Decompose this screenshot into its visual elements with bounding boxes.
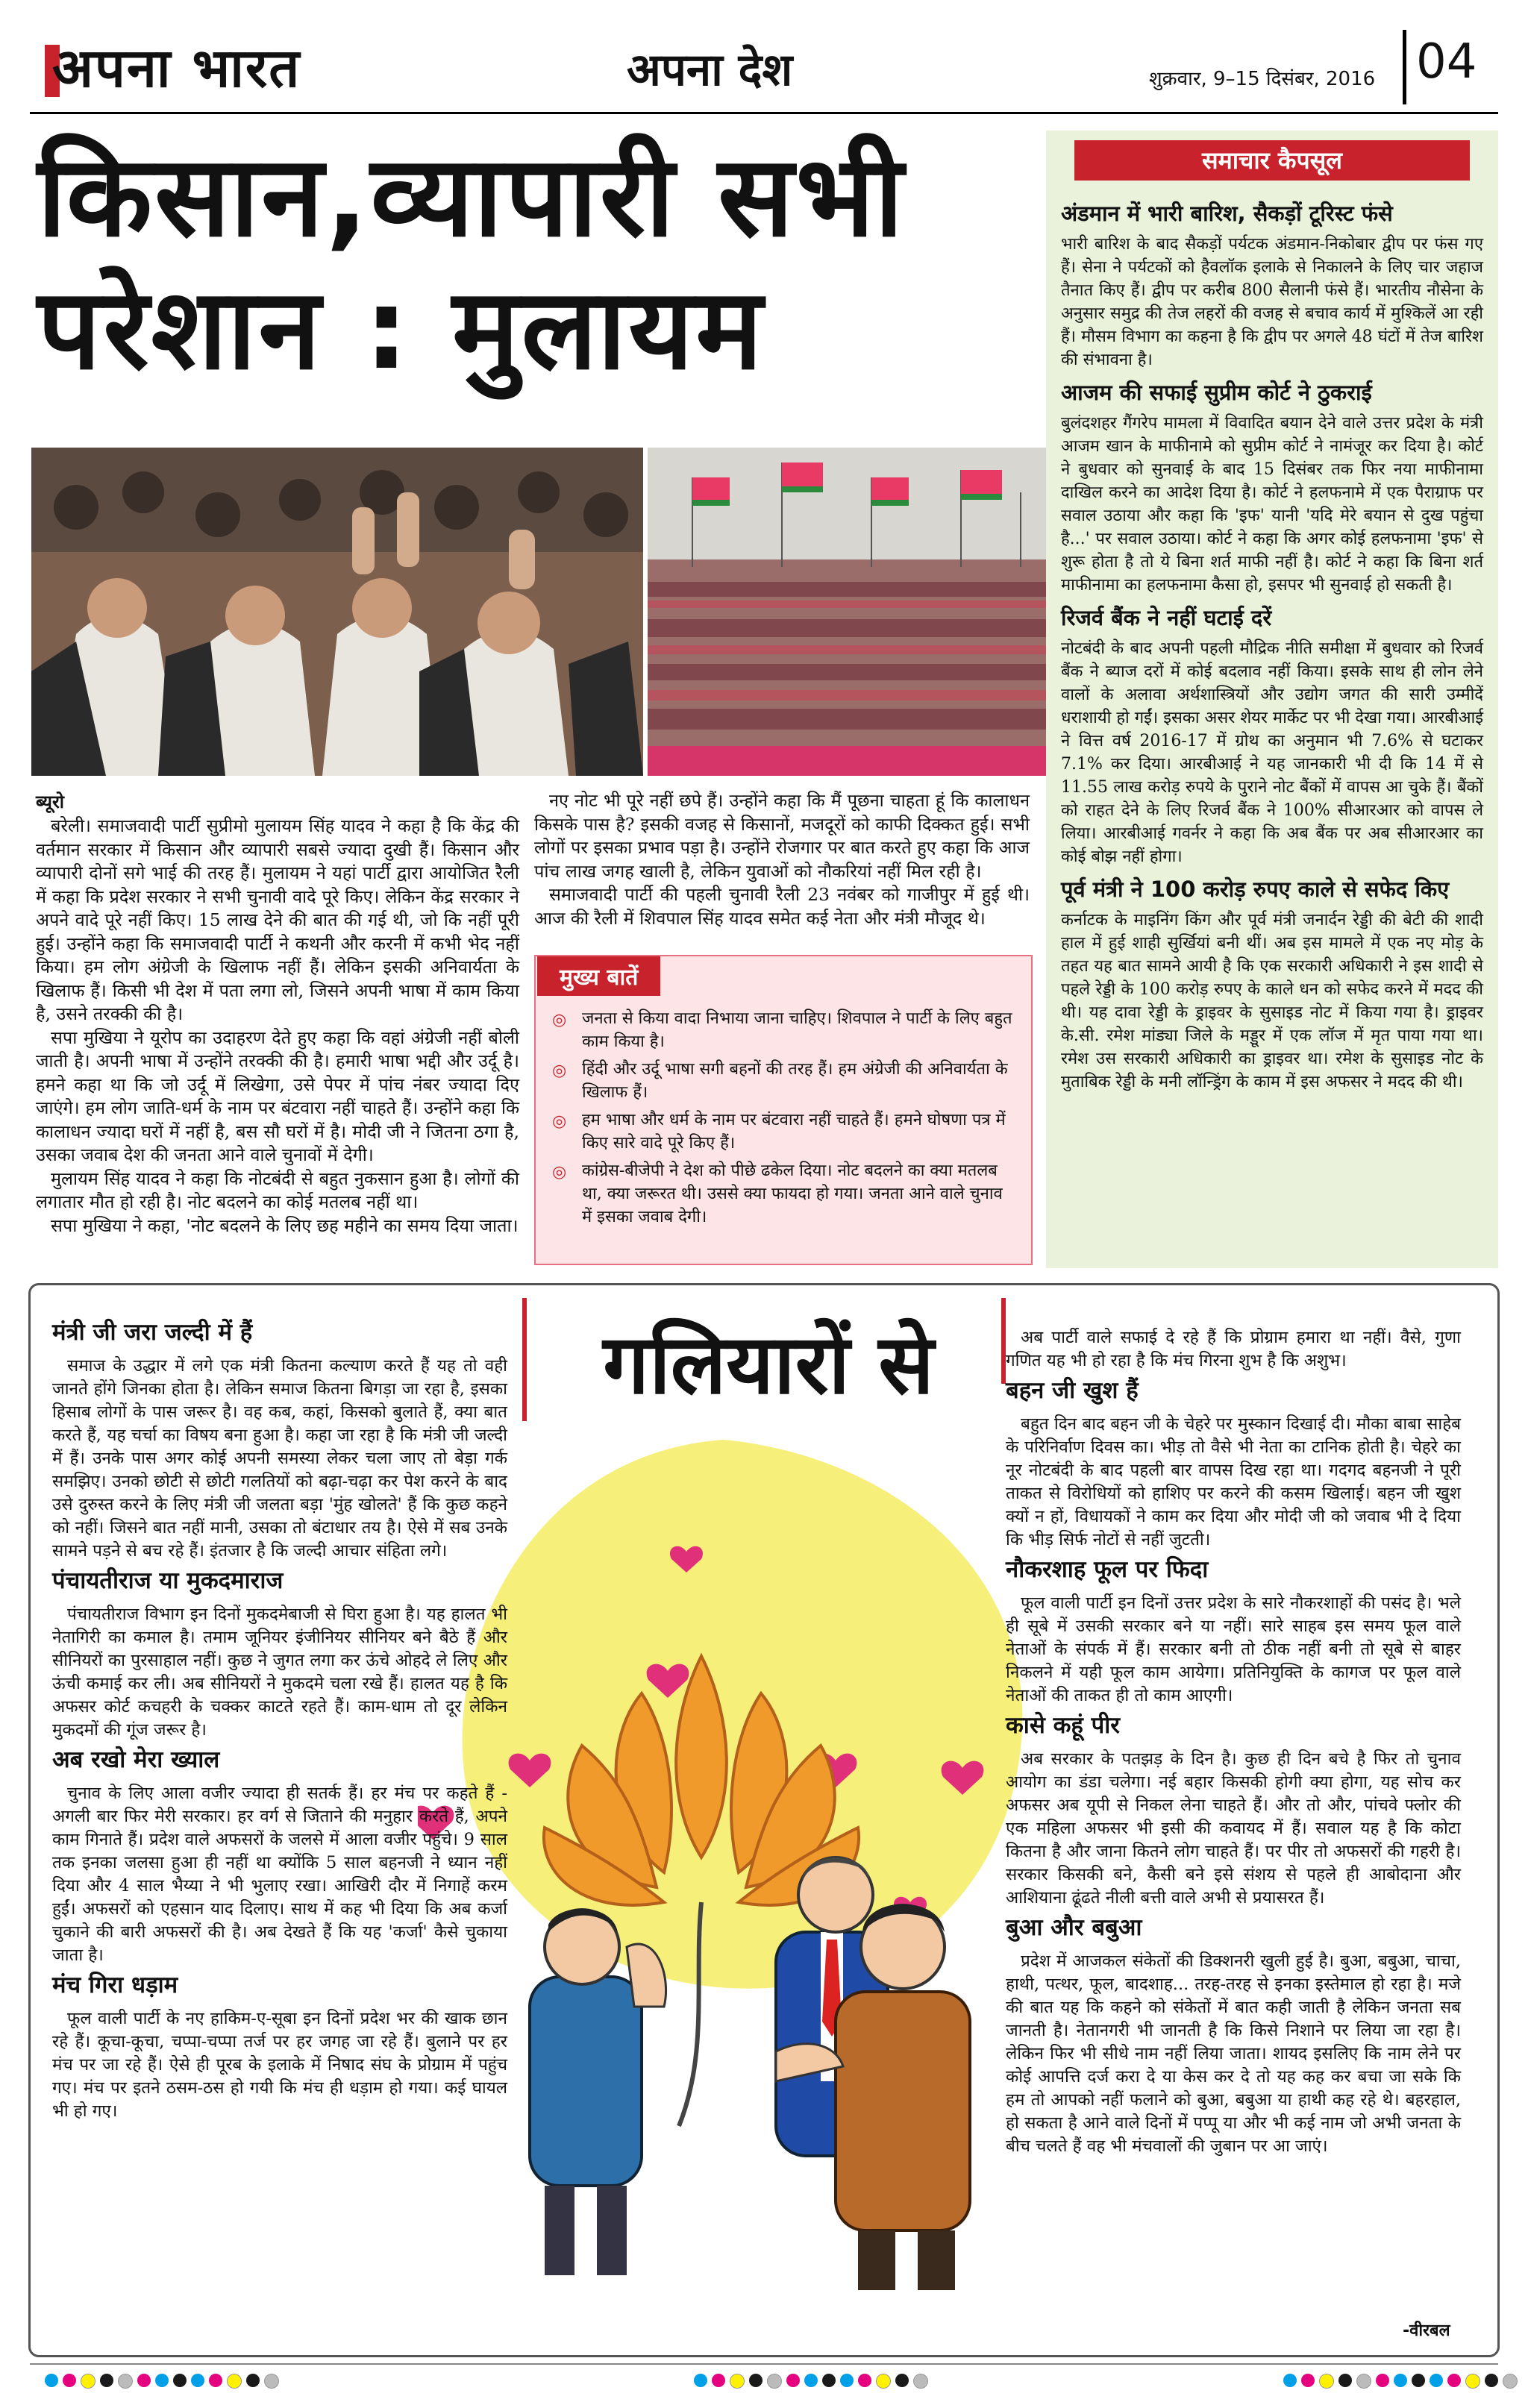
gossip-headline: बहन जी खुश हैं [1006, 1377, 1139, 1404]
galiyaron-title: गलियारों से [603, 1317, 934, 1412]
key-points-title: मुख्य बातें [537, 956, 660, 996]
lead-paragraph: सपा मुखिया ने कहा, 'नोट बदलने के लिए छह महीने का समय दिया जाता। [51, 1214, 519, 1236]
gossip-body: अब सरकार के पतझड़ के दिन है। कुछ ही दिन बचे है फिर तो चुनाव आयोग का डंडा चलेगा। नई बहार किसकी होगी क्या होगा, यह सोच कर अफसर अब यूपी से निकल लेना चाहते हैं। और तो और, पांचवे फ्लोर की एक महिला अफसर भी इसी की कवायद में हैं। सवाल यह है कि कोटा कितना है और जाना कितने लोग चाहते हैं। पर पीर तो अफसरों की गहरी है। सरकार किसकी बने, कैसी बने इसे संशय से पहले ही आबोदाना और आशियाना ढूंढते नीली बत्ती वाले अभी से प्रयासरत हैं। [1006, 1749, 1461, 1907]
registration-dot [1319, 2374, 1334, 2389]
gossip-body: अब पार्टी वाले सफाई दे रहे हैं कि प्रोग्राम हमारा था नहीं। वैसे, गुणा गणित यह भी हो रहा है कि मंच गिरना शुभ है कि अशुभ। [1006, 1328, 1461, 1370]
registration-dot [895, 2374, 909, 2387]
gossip-headline: मंच गिरा धड़ाम [52, 1972, 178, 1998]
rally-crowd-photo [648, 448, 1050, 776]
lead-paragraph: बरेली। समाजवादी पार्टी सुप्रीमो मुलायम सिंह यादव ने कहा है कि केंद्र की वर्तमान सरकार में किसान और व्यापारी सबसे ज्यादा दुखी हैं। किसान और व्यापारी दोनों सगे भाई की तरह हैं। मुलायम ने यहां पार्टी द्वारा आयोजित रैली में कहा कि प्रदेश सरकार ने सभी चुनावी वादे पूरे किए। लेकिन केंद्र सरकार ने अपने वादे पूरे नहीं किए। 15 लाख देने की बात की गई थी, जो कि नहीं पूरी हुई। उन्होंने कहा कि समाजवादी पार्टी ने कथनी और करनी में कभी भेद नहीं किया। हम लोग अंग्रेजी के खिलाफ नहीं हैं। लेकिन इसकी अनिवार्यता के खिलाफ हैं। किसी भी देश में पता लगा लो, जिसने अपनी भाषा में काम किया है, उसने तरक्की की है। [36, 815, 519, 1024]
registration-dot [155, 2374, 169, 2387]
registration-dots-right [1283, 2374, 1518, 2389]
title-accent-left [522, 1298, 527, 1421]
registration-dot [876, 2374, 891, 2389]
lead-paragraph: नए नोट भी पूरे नहीं छपे हैं। उन्होंने कहा कि मैं पूछना चाहता हूं कि कालाधन किसके पास है? इसकी वजह से किसानों, मजदूरों को काफी दिक्कत हुई। सभी लोगों पर इसका प्रभाव पड़ा है। उन्होंने रोजगार पर बात करते हुए कहा कि आज पांच लाख जगह खाली है, लेकिन युवाओं को नौकरियां नहीं मिल रही है। [534, 790, 1030, 882]
issue-date: शुक्रवार, 9–15 दिसंबर, 2016 [1149, 68, 1376, 90]
bullet-icon: ◎ [552, 1163, 567, 1182]
registration-dot [712, 2374, 725, 2387]
registration-dot [1394, 2374, 1407, 2387]
capsule-body: नोटबंदी के बाद अपनी पहली मौद्रिक नीति समीक्षा में बुधवार को रिजर्व बैंक ने ब्याज दरों में कोई बदलाव नहीं किया। इसके साथ ही लोन लेने वालों के अलावा अर्थशास्त्रियों और उद्योग जगत की सारी उम्मीदें धराशायी हो गईं। इसका असर शेयर मार्केट पर भी देखा गया। आरबीआई ने वित्त वर्ष 2016-17 में ग्रोथ का अनुमान भी 7.6% से घटाकर 7.1% कर दिया। आरबीआई ने यह जानकारी भी दी कि 14 में से 11.55 लाख करोड़ रुपये के पुराने नोट बैंकों में वापस आ चुके हैं। बैंकों को राहत देने के लिए रिजर्व बैंक ने 100% सीआरआर को वापस ले लिया। आरबीआई गवर्नर ने कहा कि अब बैंक पर अब सीआरआर का कोई बोझ नहीं होगा। [1061, 639, 1483, 866]
article-byline: ब्यूरो [36, 791, 64, 812]
registration-dot [63, 2374, 76, 2387]
galiyaron-right-column [1006, 1326, 1461, 2158]
gossip-body: चुनाव के लिए आला वजीर ज्यादा ही सतर्क हैं। हर मंच पर कहते हैं - अगली बार फिर मेरी सरकार। हर वर्ग से जिताने की मनुहार करते हैं, अपने काम गिनाते हैं। प्रदेश वाले अफसरों के जलसे में आला वजीर पहुंचे। 9 साल तक इनका जलसा हुआ ही नहीं था क्योंकि 5 साल बहनजी ने ध्यान नहीं दिया और 4 साल भैय्या ने भी भुलाए रखा। आखिरी दौर में निगाहें करम हुईं। अफसरों को एहसान याद दिलाए। साथ में कह भी दिया कि अब कर्जा चुकाने की बारी अफसरों की है। अब देखते हैं कि यह 'कर्जा' कैसे चुकाया जाता है। [52, 1784, 507, 1965]
registration-dot [822, 2374, 836, 2387]
capsule-item [1061, 379, 1483, 597]
gossip-body: फूल वाली पार्टी के नए हाकिम-ए-सूबा इन दिनों प्रदेश भर की खाक छान रहे हैं। कूचा-कूचा, चप्पा-चप्पा तर्ज पर हर जगह जा रहे हैं। बुलाने पर हर मंच पर जा रहे हैं। ऐसे ही पूरब के इलाके में निषाद संघ के प्रोग्राम में पहुंच गए। मंच पर इतने ठसम-ठस हो गयी कि मंच ही धड़ाम हो गया। कई घायल भी हो गए। [52, 2009, 507, 2121]
registration-dot [137, 2374, 151, 2387]
registration-dot [786, 2374, 800, 2387]
masthead-divider [1403, 30, 1406, 104]
gossip-headline: बुआ और बबुआ [1006, 1914, 1142, 1941]
masthead-rule [30, 112, 1498, 114]
registration-dot [81, 2374, 96, 2389]
galiyaron-left-column [52, 1314, 507, 2123]
registration-dots-left [45, 2374, 279, 2389]
capsule-body: बुलंदशहर गैंगरेप मामला में विवादित बयान देने वाले उत्तर प्रदेश के मंत्री आजम खान के माफीनामे को सुप्रीम कोर्ट ने नामंजूर कर दिया है। कोर्ट ने बुधवार को सुनवाई के बाद 15 दिसंबर तक फिर नया माफीनामा दाखिल करने का आदेश दिया है। कोर्ट ने हलफनामे में एक पैराग्राफ पर सवाल उठाया और कहा कि 'इफ' यानी 'यदि मेरे बयान से दुख पहुंचा है...' पर सवाल उठाया। कोर्ट ने कहा कि अगर कोई हलफनामा 'इफ' से शुरू होता है तो ये बिना शर्त माफी नहीं है। कोर्ट ने कहा कि बिना शर्त माफीनामा का हलफनामा कैसा हो, इसपर भी सुनवाई हो सकती है। [1061, 414, 1483, 595]
column-signoff: -वीरबल [1403, 2321, 1450, 2340]
registration-dot [913, 2374, 928, 2389]
gossip-headline: पंचायतीराज या मुकदमाराज [52, 1567, 284, 1594]
bullet-icon: ◎ [552, 1011, 567, 1029]
gossip-headline: नौकरशाह फूल पर फिदा [1006, 1556, 1209, 1583]
news-capsule-content [1061, 192, 1483, 1094]
page-number: 04 [1416, 34, 1477, 90]
lead-article-column-1 [36, 815, 519, 1238]
capsule-body: भारी बारिश के बाद सैकड़ों पर्यटक अंडमान-निकोबार द्वीप पर फंस गए हैं। सेना ने पर्यटकों को हैवलॉक इलाके से निकालने के लिए चार जहाज तैनात किए हैं। द्वीप पर करीब 800 सैलानी फंसे हैं। भारतीय नौसेना के अनुसार समुद्र की तेज लहरों की वजह से बचाव कार्य में मुश्किलें आ रही हैं। मौसम विभाग का कहना है कि द्वीप पर अगले 48 घंटों में तेज बारिश की संभावना है। [1061, 235, 1483, 369]
capsule-headline: पूर्व मंत्री ने 100 करोड़ रुपए काले से सफेद किए [1061, 877, 1450, 902]
headline-line-1: किसान,व्यापारी सभी [37, 132, 906, 262]
capsule-headline: अंडमान में भारी बारिश, सैकड़ों टूरिस्ट फंसे [1061, 201, 1393, 226]
key-point-item: ◎ हिंदी और उर्दू भाषा सगी बहनों की तरह हैं। हम अंग्रेजी की अनिवार्यता के खिलाफ हैं। [552, 1060, 1008, 1102]
registration-dot [118, 2374, 133, 2389]
key-point-item: ◎ हम भाषा और धर्म के नाम पर बंटवारा नहीं चाहते हैं। हमने घोषणा पत्र में किए सारे वादे पूरे किए हैं। [552, 1111, 1006, 1153]
registration-dot [227, 2374, 242, 2389]
registration-dot [1376, 2374, 1389, 2387]
registration-dots-center [694, 2374, 928, 2389]
registration-dot [804, 2374, 818, 2387]
capsule-headline: आजम की सफाई सुप्रीम कोर्ट ने ठुकराई [1061, 380, 1372, 405]
bullet-icon: ◎ [552, 1112, 567, 1131]
registration-dot [858, 2374, 871, 2387]
registration-dot [246, 2374, 260, 2387]
registration-dot [1447, 2374, 1461, 2387]
gossip-headline: कासे कहूं पीर [1006, 1712, 1120, 1739]
lead-article-column-2 [534, 789, 1030, 930]
section-title: अपना देश [627, 44, 793, 96]
lead-paragraph: समाजवादी पार्टी की पहली चुनावी रैली 23 नवंबर को गाजीपुर में हुई थी। आज की रैली में शिवपाल सिंह यादव समेत कई नेता और मंत्री मौजूद थे। [534, 884, 1030, 929]
gossip-body: प्रदेश में आजकल संकेतों की डिक्शनरी खुली हुई है। बुआ, बबुआ, चाचा, हाथी, पत्थर, फूल, बादशाह... तरह-तरह से इनका इस्तेमाल हो रहा है। मजे की बात यह कि कहने को संकेतों में बात कही जाती है लेकिन जनता सब जानती है। नेतानगरी भी जानती है कि किसे निशाने पर लिया जा रहा है। लेकिन फिर भी सीधे नाम नहीं लिया जाता। शायद इसलिए कि नाम लेने पर कोई आपत्ति दर्ज करा दे या केस कर दे तो यह कह कर बचा जा सके कि हम तो आपको नहीं फलाने को बुआ, बबुआ या हाथी कह रहे थे। बहरहाल, हो सकता है आने वाले दिनों में पप्पू या और भी कई नाम जो अभी जनता के बीच चलते हैं वह भी मंचवालों की जुबान पर आ जाएं। [1006, 1951, 1461, 2156]
capsule-body: कर्नाटक के माइनिंग किंग और पूर्व मंत्री जनार्दन रेड्डी की बेटी की शादी हाल में हुई शाही सुर्खियां बनी थीं। अब इस मामले में एक नए मोड़ के तहत यह बात सामने आयी है कि एक सरकारी अधिकारी ने इस शादी से पहले रेड्डी के 100 करोड़ रुपए के काले धन को सफेद करने में मदद की थी। यह दावा रेड्डी के ड्राइवर के सुसाइड नोट में किया गया है। ड्राइवर के.सी. रमेश मांड्या जिले के मड्डूर में एक लॉज में मृत पाया गया था। रमेश उस सरकारी अधिकारी का ड्राइवर था। रमेश के सुसाइड नोट के मुताबिक रेड्डी के मनी लॉन्ड्रिंग के काम में इस अफसर ने मदद की थी। [1061, 911, 1483, 1091]
registration-dot [1485, 2374, 1498, 2387]
registration-dot [100, 2374, 113, 2387]
lead-paragraph: मुलायम सिंह यादव ने कहा कि नोटबंदी से बहुत नुकसान हुआ है। लोगों की लगातार मौत हो रही है। नोट बदलने का कोई मतलब नहीं था। [36, 1167, 519, 1212]
registration-dot [209, 2374, 222, 2387]
registration-dot [1356, 2374, 1371, 2389]
registration-dot [767, 2374, 782, 2389]
news-capsule-title: समाचार कैपसूल [1074, 140, 1470, 181]
registration-dot [191, 2374, 204, 2387]
registration-dot [1430, 2374, 1443, 2387]
gossip-headline: अब रखो मेरा ख्याल [52, 1746, 220, 1773]
gossip-body: फूल वाली पार्टी इन दिनों उत्तर प्रदेश के सारे नौकरशाहों की पसंद है। भले ही सूबे में उसकी सरकार बने या नहीं। सारे साहब इस समय फूल वाले नेताओं के संपर्क में हैं। सरकार बनी तो ठीक नहीं बनी तो सूबे से बाहर निकलने में यही फूल काम आयेगा। प्रतिनियुक्ति के कागज पर फूल वाले नेताओं की ताकत ही तो काम आएगी। [1006, 1593, 1461, 1705]
registration-dot [264, 2374, 279, 2389]
registration-dot [1301, 2374, 1315, 2387]
bullet-icon: ◎ [552, 1062, 567, 1080]
key-points-list [552, 1007, 1015, 1233]
capsule-item [1061, 200, 1483, 371]
capsule-item [1061, 876, 1483, 1094]
lotus-cartoon-illustration [418, 1410, 1037, 2305]
gossip-body: समाज के उद्धार में लगे एक मंत्री कितना कल्याण करते हैं यह तो वही जानते होंगे जिनका होता है। लेकिन समाज कितना बिगड़ा जा रहा है, इसका हिसाब लोगों के पास जरूर है। वह कब, कहां, किसको बुलाते हैं, क्या बात करते हैं, यह चर्चा का विषय बना हुआ है। कहा जा रहा है कि मंत्री जी जल्दी में हैं। उनके पास अगर कोई अपनी समस्या लेकर चला जाए तो बेड़ा गर्क समझिए। उनको छोटी से छोटी गलतियों को बढ़ा-चढ़ा कर पेश करने के बाद उसे दुरुस्त करने के लिए मंत्री जी जलता बड़ा 'मुंह खोलते' हैं कि कुछ कहने को नहीं। जिसने बात नहीं मानी, उसका तो बंटाधार तय है। ऐसे में सब उनके सामने पड़ने से बच रहे हैं। इंतजार है कि जल्दी आचार संहिता लगे। [52, 1356, 507, 1561]
lead-paragraph: सपा मुखिया ने यूरोप का उदाहरण देते हुए कहा कि वहां अंग्रेजी नहीं बोली जाती है। अपनी भाषा में उन्होंने तरक्की की है। हमारी भाषा भद्दी और उर्दू है। हमने कहा था कि जो उर्दू में लिखेगा, उसे पेपर में पांच नंबर ज्यादा दिए जाएंगे। हम लोग जाति-धर्म के नाम पर बंटवारा नहीं चाहते हैं। उन्होंने कहा कि कालाधन ज्यादा घरों में नहीं है, बस सौ घरों में है। मोदी जी ने जितना ठगा है, उसका जवाब देश की जनता आने वाले चुनावों में देगी। [36, 1026, 519, 1165]
registration-dot [173, 2374, 187, 2387]
newspaper-brand: अपना भारत [52, 37, 301, 99]
registration-dot [730, 2374, 745, 2389]
gossip-body: बहुत दिन बाद बहन जी के चेहरे पर मुस्कान दिखाई दी। मौका बाबा साहेब के परिनिर्वाण दिवस का। भीड़ तो वैसे भी नेता का टानिक होती है। चेहरे का नूर नोटबंदी के बाद पहली बार वापस दिख रहा था। गदगद बहनजी ने पूरी ताकत से विरोधियों को हाशिए पर करने की कसम खिलाई। बहन जी खुश क्यों न हों, विधायकों ने काम कर दिया और मोदी जी को जवाब भी दे दिया कि भीड़ सिर्फ नोटों से नहीं जुटती। [1006, 1414, 1461, 1549]
registration-dot [1412, 2374, 1425, 2387]
registration-dot [1465, 2374, 1480, 2389]
capsule-headline: रिजर्व बैंक ने नहीं घटाई दरें [1061, 605, 1272, 630]
registration-dot [45, 2374, 58, 2387]
key-point-item: ◎ कांग्रेस-बीजेपी ने देश को पीछे ढकेल दिया। नोट बदलने का क्या मतलब था, क्या जरूरत थी। उससे क्या फायदा हो गया। जनता आने वाले चुनाव में इसका जवाब देगी। [552, 1161, 1003, 1226]
capsule-item [1061, 604, 1483, 868]
leaders-stage-photo [31, 448, 643, 776]
registration-dot [1283, 2374, 1297, 2387]
registration-dot [1338, 2374, 1352, 2387]
registration-dot [840, 2374, 854, 2387]
registration-dot [749, 2374, 763, 2387]
registration-dot [1503, 2374, 1518, 2389]
registration-dot [694, 2374, 707, 2387]
gossip-headline: मंत्री जी जरा जल्दी में हैं [52, 1319, 253, 1346]
lead-headline [37, 131, 1030, 396]
headline-line-2: परेशान : मुलायम [37, 265, 765, 395]
gossip-body: पंचायतीराज विभाग इन दिनों मुकदमेबाजी से घिरा हुआ है। यह हालत भी नेतागिरी का कमाल है। तमाम जूनियर इंजीनियर सीनियर बने बैठे हैं और सीनियरों का पुरसाहाल नहीं। कुछ ने जुगत लगा कर ऊंचे ओहदे ले लिए और ऊंची कमाई कर ली। अब सीनियरों ने मुकदमे चला रखे हैं। हालत यह है कि अफसर कोर्ट कचहरी के चक्कर काटते रहते हैं। काम-धाम तो दूर लेकिन मुकदमों की गूंज जरूर है। [52, 1605, 507, 1740]
footer-rule [30, 2363, 1498, 2365]
key-point-item: ◎ जनता से किया वादा निभाया जाना चाहिए। शिवपाल ने पार्टी के लिए बहुत काम किया है। [552, 1009, 1012, 1051]
